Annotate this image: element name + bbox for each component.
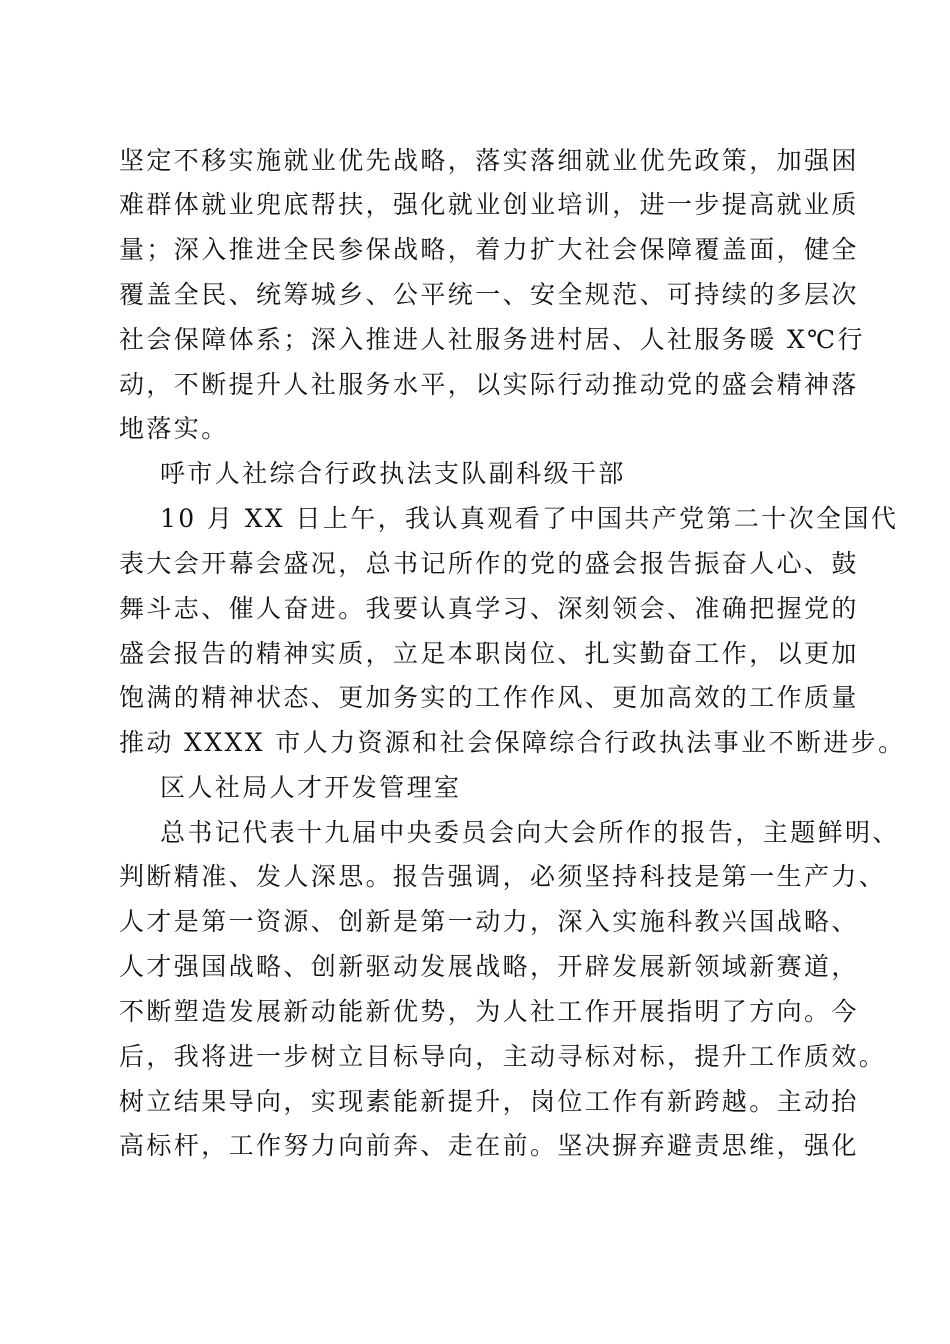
paragraph-line: 推动 XXXX 市人力资源和社会保障综合行政执法事业不断进步。	[119, 728, 906, 757]
paragraph-line: 社会保障体系；深入推进人社服务进村居、人社服务暖 X℃行	[119, 325, 865, 354]
paragraph-line: 判断精准、发人深思。报告强调，必须坚持科技是第一生产力、	[119, 862, 887, 891]
paragraph-line: 动，不断提升人社服务水平，以实际行动推动党的盛会精神落	[119, 370, 859, 399]
paragraph-line: 人才强国战略、创新驱动发展战略，开辟发展新领域新赛道，	[119, 952, 859, 981]
paragraph-line: 量；深入推进全民参保战略，着力扩大社会保障覆盖面，健全	[119, 235, 859, 264]
paragraph-line: 10 月 XX 日上午，我认真观看了中国共产党第二十次全国代	[160, 504, 899, 533]
paragraph-line: 饱满的精神状态、更加务实的工作作风、更加高效的工作质量	[119, 683, 859, 712]
paragraph-line: 高标杆，工作努力向前奔、走在前。坚决摒弃避责思维，强化	[119, 1131, 859, 1160]
section-heading: 呼市人社综合行政执法支队副科级干部	[160, 459, 626, 488]
paragraph-line: 表大会开幕会盛况，总书记所作的党的盛会报告振奋人心、鼓	[119, 549, 859, 578]
paragraph-line: 覆盖全民、统筹城乡、公平统一、安全规范、可持续的多层次	[119, 280, 859, 309]
paragraph-line: 后，我将进一步树立目标导向，主动寻标对标，提升工作质效。	[119, 1042, 887, 1071]
paragraph-line: 盛会报告的精神实质，立足本职岗位、扎实勤奋工作，以更加	[119, 639, 859, 668]
paragraph-line: 人才是第一资源、创新是第一动力，深入实施科教兴国战略、	[119, 907, 859, 936]
paragraph-line: 树立结果导向，实现素能新提升，岗位工作有新跨越。主动抬	[119, 1087, 859, 1116]
section-heading: 区人社局人才开发管理室	[160, 773, 462, 802]
paragraph-line: 舞斗志、催人奋进。我要认真学习、深刻领会、准确把握党的	[119, 594, 859, 623]
paragraph-line: 总书记代表十九届中央委员会向大会所作的报告，主题鲜明、	[160, 818, 900, 847]
paragraph-line: 地落实。	[119, 414, 229, 443]
paragraph-line: 坚定不移实施就业优先战略，落实落细就业优先政策，加强困	[119, 146, 859, 175]
paragraph-line: 不断塑造发展新动能新优势，为人社工作开展指明了方向。今	[119, 997, 859, 1026]
paragraph-line: 难群体就业兜底帮扶，强化就业创业培训，进一步提高就业质	[119, 190, 859, 219]
